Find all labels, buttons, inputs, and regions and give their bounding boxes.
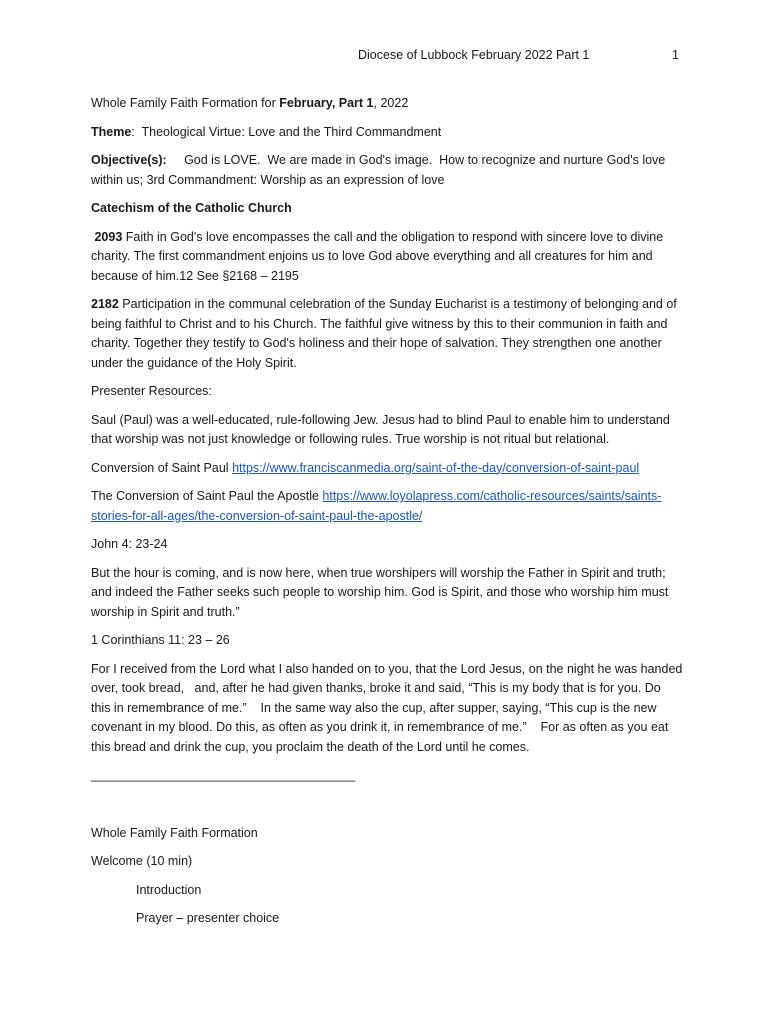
theme-label: Theme <box>91 124 132 139</box>
loyola-press-link[interactable]: https://www.loyolapress.com/catholic-resources/saints/saints-stories-for-all-ages/the-conversion-of-saint-paul-the-apostle/ <box>91 489 662 523</box>
page-number: 1 <box>672 48 679 62</box>
catechism-heading-text: Catechism of the Catholic Church <box>91 201 292 215</box>
intro-line <box>91 94 683 114</box>
paragraph-number-2093: 2093 <box>91 229 123 244</box>
objectives-line <box>91 151 683 190</box>
document-body <box>91 94 686 938</box>
intro-prefix: Whole Family Faith Formation for <box>91 96 280 110</box>
divider-line: ______________________________________ <box>91 768 356 782</box>
franciscan-media-link[interactable]: https://www.franciscanmedia.org/saint-of-the-day/conversion-of-saint-paul <box>232 460 640 475</box>
theme-line <box>91 123 683 143</box>
resource-link-2-label: The Conversion of Saint Paul the Apostle <box>91 489 323 503</box>
objectives-text: God is LOVE. We are made in God's image. How to recognize and nurture God's love within us; 3rd Commandment: Worship as an expression of love <box>91 153 669 187</box>
resource-link-1-line <box>91 459 683 479</box>
presenter-resources-heading: Presenter Resources: <box>91 384 212 398</box>
saul-paragraph: Saul (Paul) was a well-educated, rule-following Jew. Jesus had to blind Paul to enable him to understand that worship was not just knowledge or following rules. True worship is not ritual but relational. <box>91 412 670 446</box>
outline-title: Whole Family Faith Formation <box>91 825 258 840</box>
catechism-2182 <box>91 295 683 373</box>
outline-welcome: Welcome (10 min) <box>91 854 193 868</box>
theme-text: : Theological Virtue: Love and the Third Commandment <box>131 124 442 139</box>
intro-bold: February, Part 1 <box>279 96 374 110</box>
running-header: Diocese of Lubbock February 2022 Part 1 <box>358 48 590 62</box>
spacer <box>91 795 683 824</box>
corinthians-reference: 1 Corinthians 11: 23 – 26 <box>91 633 230 647</box>
intro-suffix: , 2022 <box>373 96 409 110</box>
john-reference: John 4: 23-24 <box>91 537 168 551</box>
objectives-label: Objective(s): <box>91 153 167 167</box>
corinthians-passage: For I received from the Lord what I also handed on to you, that the Lord Jesus, on the night he was handed over, took bread, and, after he had given thanks, broke it and said, “This is my body that is for you. Do this in remembrance of me.” In the same way also the cup, after supper, saying, “This cup is the new covenant in my blood. Do this, as often as you drink it, in remembrance of me.” For as often as you eat this bread and drink the cup, you proclaim the death of the Lord until he comes. <box>91 661 686 754</box>
page-header <box>0 48 770 66</box>
resource-link-1-label: Conversion of Saint Paul <box>91 460 233 475</box>
outline-prayer: Prayer – presenter choice <box>136 911 280 925</box>
paragraph-number-2182: 2182 <box>91 297 119 311</box>
catechism-2093 <box>91 228 683 287</box>
john-passage: But the hour is coming, and is now here, when true worshipers will worship the Father in Spirit and truth; and indeed the Father seeks such people to worship him. God is Spirit, and those who worship him must worship in Spirit and truth.” <box>91 565 669 619</box>
resource-link-2-line <box>91 487 683 526</box>
paragraph-text-2093: Faith in God's love encompasses the call and the obligation to respond with sincere love to divine charity. The first commandment enjoins us to love God above everything and all creatures for him and because of him.12 See §2168 – 2195 <box>91 229 664 283</box>
catechism-heading <box>91 199 683 219</box>
paragraph-text-2182: Participation in the communal celebration of the Sunday Eucharist is a testimony of belonging and of being faithful to Christ and to his Church. The faithful give witness by this to their communion in faith and charity. Together they testify to God's holiness and their hope of salvation. They strengthen one another under the guidance of the Holy Spirit. <box>91 297 677 370</box>
outline-introduction: Introduction <box>136 882 202 897</box>
